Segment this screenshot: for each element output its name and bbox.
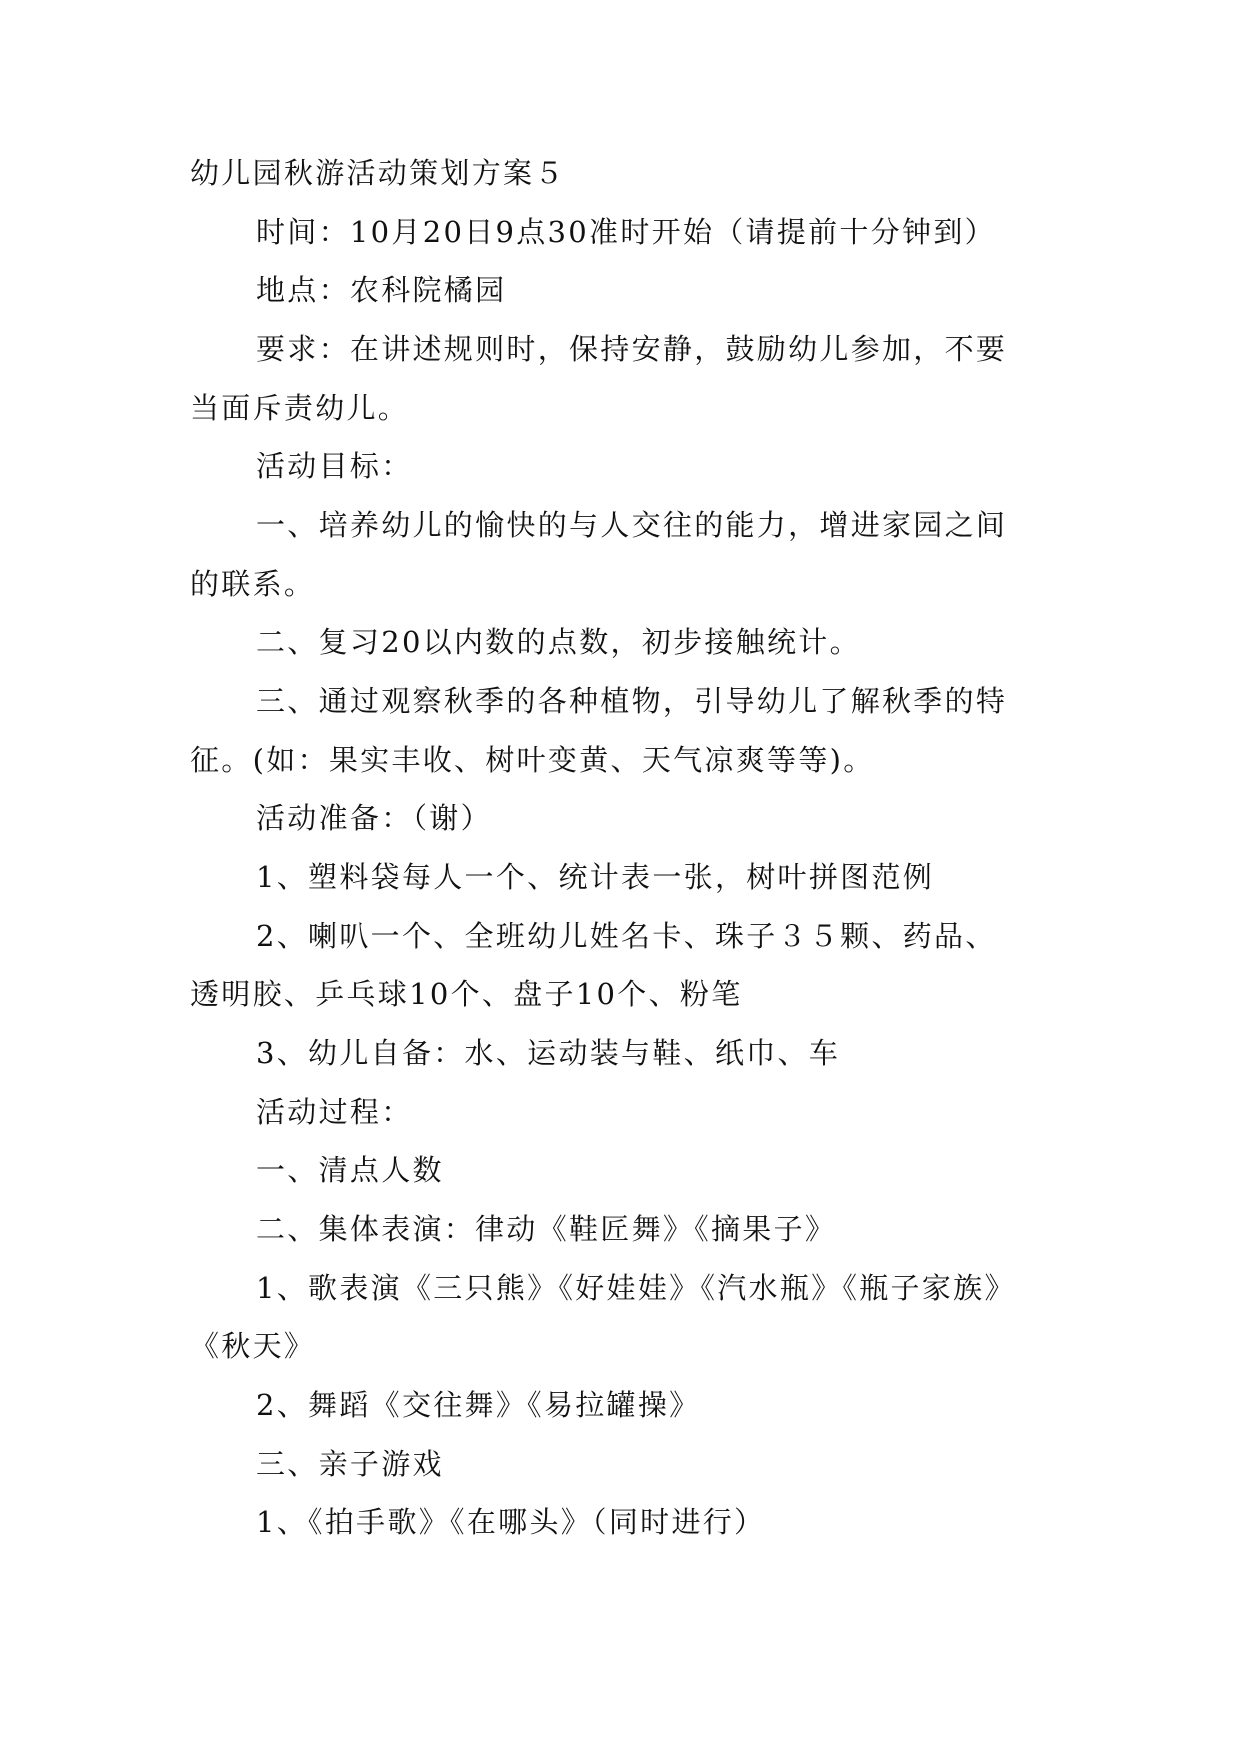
document-title: 幼儿园秋游活动策划方案５ [190, 156, 566, 190]
paragraph-line-goal-1-cont: 的联系。 [190, 567, 316, 601]
paragraph-line-prep-1: 1、塑料袋每人一个、统计表一张，树叶拼图范例 [256, 860, 935, 894]
section-heading-process: 活动过程： [256, 1095, 413, 1129]
paragraph-line-song-performance: 1、歌表演《三只熊》《好娃娃》《汽水瓶》《瓶子家族》 [256, 1271, 1016, 1305]
paragraph-line-games: 1、《拍手歌》《在哪头》（同时进行） [256, 1505, 766, 1539]
section-heading-goals: 活动目标： [256, 449, 413, 483]
paragraph-line-prep-2: 2、喇叭一个、全班幼儿姓名卡、珠子３５颗、药品、 [256, 919, 997, 953]
paragraph-line-prep-2-cont: 透明胶、乒乓球10个、盘子10个、粉笔 [190, 977, 743, 1011]
paragraph-line-process-2: 二、集体表演：律动《鞋匠舞》《摘果子》 [256, 1212, 837, 1246]
paragraph-line-goal-3: 三、通过观察秋季的各种植物，引导幼儿了解秋季的特 [256, 684, 1008, 718]
paragraph-line-prep-3: 3、幼儿自备：水、运动装与鞋、纸巾、车 [256, 1036, 841, 1070]
paragraph-line-dance: 2、舞蹈《交往舞》《易拉罐操》 [256, 1388, 701, 1422]
paragraph-line-goal-2: 二、复习20以内数的点数，初步接触统计。 [256, 625, 861, 659]
paragraph-line-goal-3-cont: 征。(如：果实丰收、树叶变黄、天气凉爽等等)。 [190, 743, 875, 777]
paragraph-line-process-3: 三、亲子游戏 [256, 1447, 444, 1481]
paragraph-line-goal-1: 一、培养幼儿的愉快的与人交往的能力，增进家园之间 [256, 508, 1008, 542]
paragraph-line-process-1: 一、清点人数 [256, 1153, 444, 1187]
paragraph-line-location: 地点：农科院橘园 [256, 273, 507, 307]
paragraph-line-time: 时间：10月20日9点30准时开始（请提前十分钟到） [256, 215, 996, 249]
paragraph-line-requirement-cont: 当面斥责幼儿。 [190, 391, 410, 425]
section-heading-preparation: 活动准备：（谢） [256, 801, 492, 835]
paragraph-line-song-performance-cont: 《秋天》 [190, 1329, 316, 1363]
paragraph-line-requirement: 要求：在讲述规则时，保持安静，鼓励幼儿参加，不要 [256, 332, 1008, 366]
